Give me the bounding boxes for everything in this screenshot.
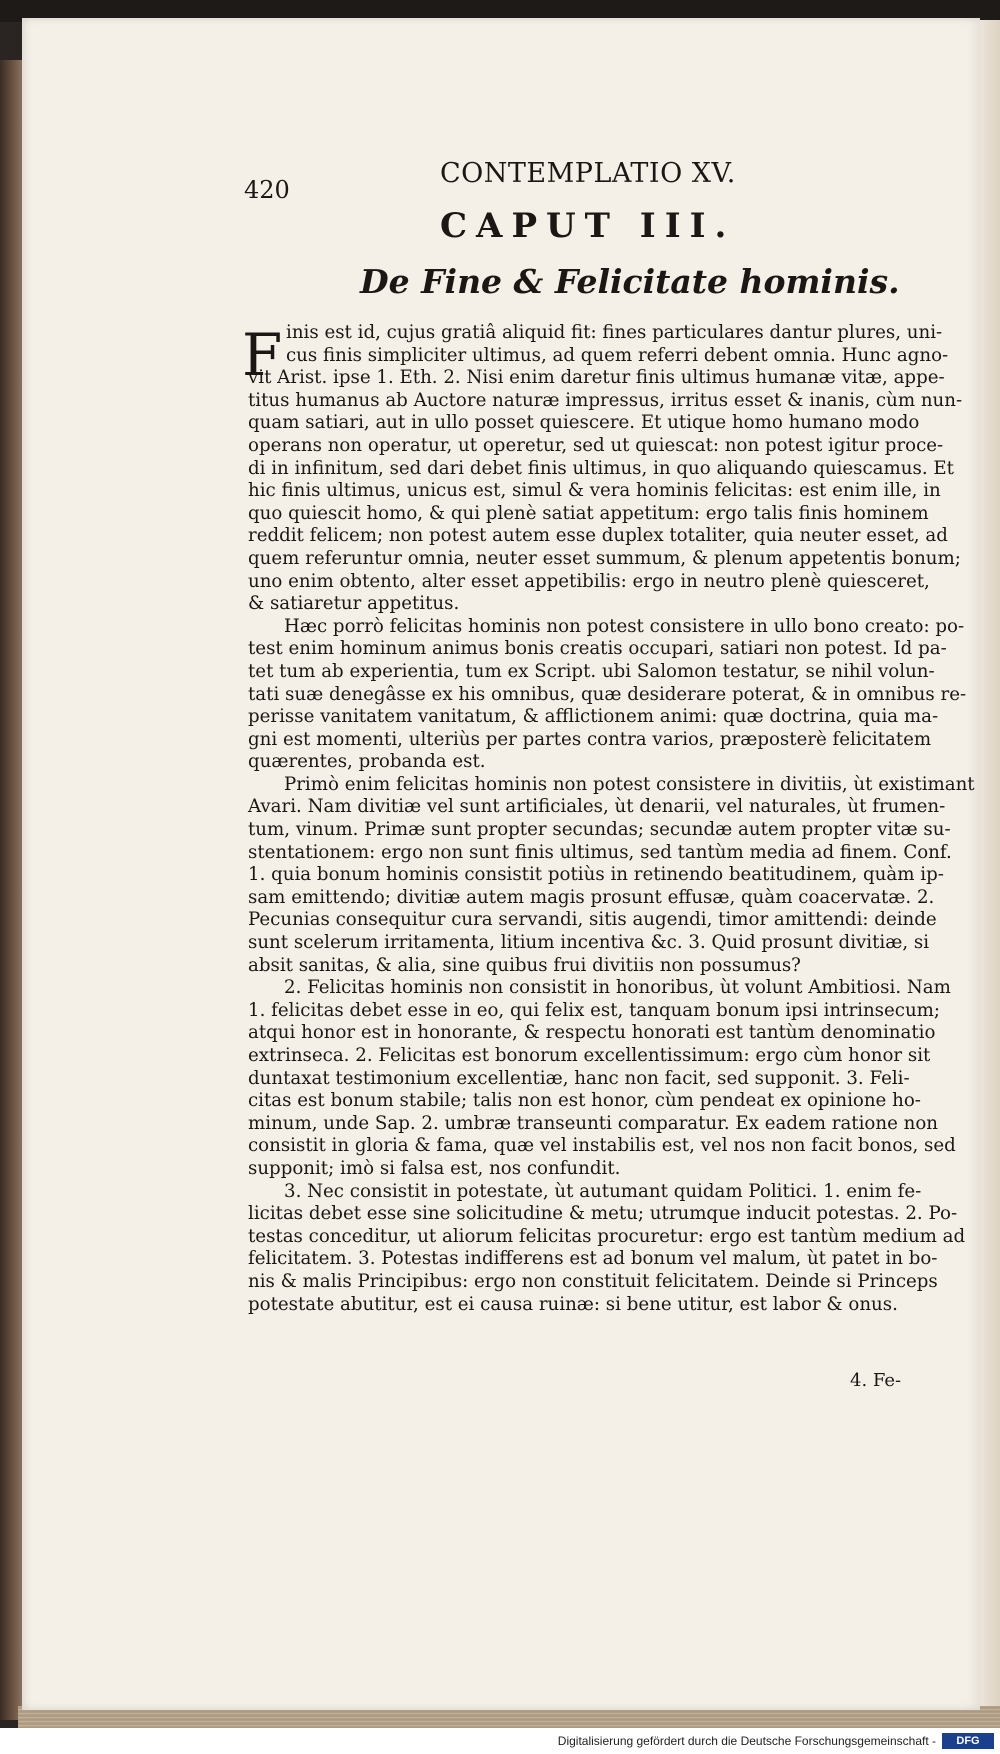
text-line: 1. quia bonum hominis consistit potiùs in retinendo beatitudinem, quàm ip- [248,864,944,886]
text-line: quo quiescit homo, & qui plenè satiat appetitum: ergo talis finis hominem [248,502,929,524]
text-line: Pecunias consequitur cura servandi, sitis augendi, timor amittendi: deinde [248,909,937,931]
text-line: stentationem: ergo non sunt finis ultimus, sed tantùm media ad finem. Conf. [248,841,952,863]
catchword: 4. Fe- [850,1370,902,1391]
text-line: 2. Felicitas hominis non consistit in honoribus, ùt volunt Ambitiosi. Nam [284,977,951,999]
text-line: 1. felicitas debet esse in eo, qui felix est, tanquam bonum ipsi intrinsecum; [248,999,941,1021]
text-line: quem referuntur omnia, neuter esset summum, & plenum appetentis bonum; [248,547,961,569]
text-line: supponit; imò si falsa est, nos confundit. [248,1157,621,1179]
text-line: reddit felicem; non potest autem esse duplex totaliter, quia neuter esset, ad [248,525,948,547]
dfg-logo-icon: DFG [942,1733,994,1749]
text-line: extrinseca. 2. Felicitas est bonorum excellentissimum: ergo cùm honor sit [248,1045,931,1066]
book-spine-edge [0,60,22,1720]
text-line: & satiaretur appetitus. [248,593,460,615]
page-number: 420 [244,176,290,204]
text-line: uno enim obtento, alter esset appetibilis: ergo in neutro plenè quiesceret, [248,570,930,592]
text-line: quam satiari, aut in ullo posset quiescere. Et utique homo humano modo [248,412,920,434]
text-line: potestate abutitur, est ei causa ruinæ: si bene utitur, est labor & onus. [248,1293,898,1315]
text-line: felicitatem. 3. Potestas indifferens est ad bonum vel malum, ùt patet in bo- [248,1248,938,1270]
running-head: CONTEMPLATIO XV. [440,158,736,189]
text-line: sunt scelerum irritamenta, litium incentiva &c. 3. Quid prosunt divitiæ, si [248,932,930,954]
text-line: perisse vanitatem vanitatum, & afflictionem animi: quæ doctrina, quia ma- [248,706,939,728]
text-line: inis est id, cujus gratiâ aliquid fit: fines particulares dantur plures, uni- [286,322,943,343]
footer-credit: Digitalisierung gefördert durch die Deutsche Forschungsgemeinschaft - [557,1734,936,1748]
text-line: tet tum ab experientia, tum ex Script. ubi Salomon testatur, se nihil volun- [248,660,935,682]
text-line: consistit in gloria & fama, quæ vel instabilis est, vel nos non facit bonos, sed [248,1135,956,1157]
text-line: licitas debet esse sine solicitudine & metu; utrumque inducit potestas. 2. Po- [248,1203,958,1225]
drop-cap: F [242,321,283,389]
text-line: hic finis ultimus, unicus est, simul & vera hominis felicitas: est enim ille, in [248,480,941,502]
text-line: Avari. Nam divitiæ vel sunt artificiales, ùt denarii, vel naturales, ùt frumen- [248,796,946,818]
digitization-footer [0,1728,1000,1754]
text-line: quærentes, probanda est. [248,751,486,773]
text-line: citas est bonum stabile; talis non est honor, cùm pendeat ex opinione ho- [248,1090,921,1112]
text-line: test enim hominum animus bonis creatis occupari, satiari non potest. Id pa- [248,638,947,660]
chapter-heading: CAPUT III. [440,206,736,246]
text-line: Primò enim felicitas hominis non potest consistere in divitiis, ùt existimant [284,773,975,795]
text-line: Hæc porrò felicitas hominis non potest consistere in ullo bono creato: po- [284,615,965,637]
text-line: tati suæ denegâsse ex his omnibus, quæ desiderare poterat, & in omnibus re- [248,683,967,705]
text-line: atqui honor est in honorante, & respectu honorati est tantùm denominatio [248,1022,936,1044]
text-line: di in infinitum, sed dari debet finis ultimus, in quo aliquando quiescamus. Et [248,457,954,479]
text-line: minum, unde Sap. 2. umbræ transeunti comparatur. Ex eadem ratione non [248,1112,939,1134]
chapter-title: De Fine & Felicitate hominis. [360,262,900,301]
text-line: cus finis simpliciter ultimus, ad quem referri debent omnia. Hunc agno- [286,344,949,366]
text-line: nis & malis Principibus: ergo non constituit felicitatem. Deinde si Princeps [248,1270,938,1292]
text-line: duntaxat testimonium excellentiæ, hanc non facit, sed supponit. 3. Feli- [248,1067,910,1089]
text-line: titus humanus ab Auctore naturæ impressus, irritus esset & inanis, cùm nun- [248,389,963,411]
text-line: absit sanitas, & alia, sine quibus frui divitiis non possumus? [248,954,801,976]
text-line: gni est momenti, ulteriùs per partes contra varios, præposterè felicitatem [248,728,932,750]
text-line: vit Arist. ipse 1. Eth. 2. Nisi enim daretur finis ultimus humanæ vitæ, appe- [248,367,945,389]
text-line: operans non operatur, ut operetur, sed ut quiescat: non potest igitur proce- [248,434,944,456]
body-text [248,322,975,1316]
text-line: tum, vinum. Primæ sunt propter secundas; secundæ autem propter vitæ su- [248,819,951,841]
text-line: 3. Nec consistit in potestate, ùt autumant quidam Politici. 1. enim fe- [284,1180,922,1202]
text-line: testas conceditur, ut aliorum felicitas procuretur: ergo est tantùm medium ad [248,1225,966,1247]
text-line: sam emittendo; divitiæ autem magis prosunt effusæ, quàm coacervatæ. 2. [248,886,935,908]
